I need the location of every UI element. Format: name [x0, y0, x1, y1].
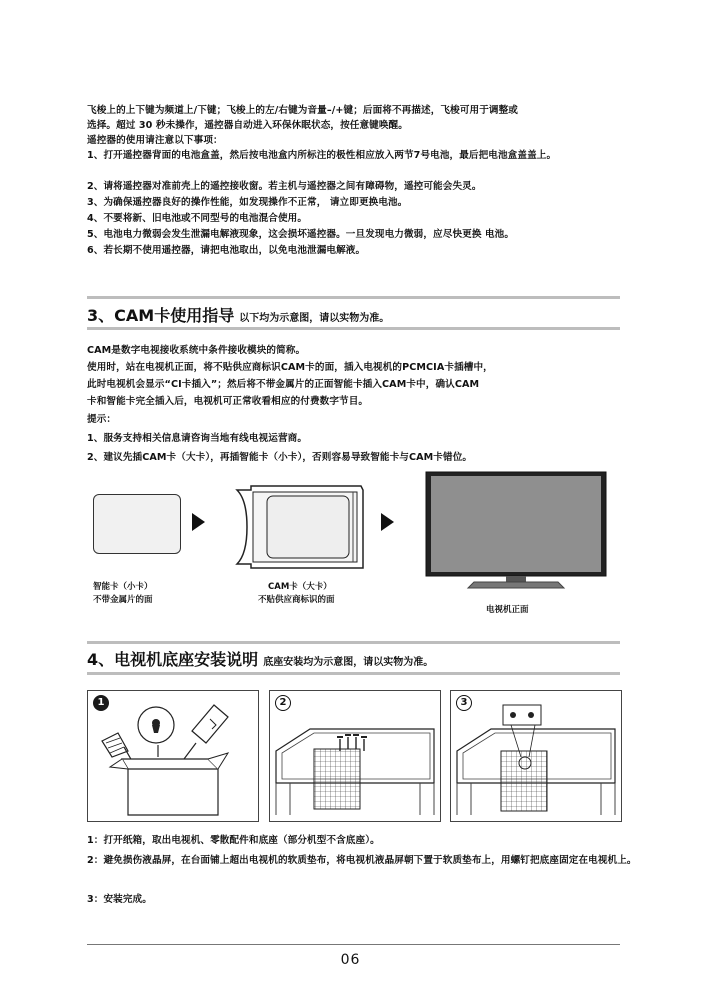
- arrow-right-icon: [192, 513, 205, 531]
- unpack-box-icon: [88, 691, 258, 821]
- remote-notes-heading: 遥控器的使用请注意以下事项：: [87, 135, 223, 146]
- section4-rule-top: [87, 641, 620, 644]
- remote-note-4: 4、不要将新、旧电池或不同型号的电池混合使用。: [87, 213, 308, 224]
- page-number: 06: [340, 952, 361, 968]
- section4-subtitle: 底座安装均为示意图，请以实物为准。: [263, 657, 434, 668]
- section3-number: 3、: [87, 306, 115, 325]
- remote-note-3: 3、为确保遥控器良好的操作性能，如发现操作不正常， 请立即更换电池。: [87, 197, 408, 208]
- install-instruction-1: 1：打开纸箱，取出电视机、零散配件和底座（部分机型不含底座）。: [87, 835, 380, 846]
- tip-1: 1、服务支持相关信息请咨询当地有线电视运营商。: [87, 433, 308, 444]
- cam-card-caption: CAM卡（大卡）: [268, 582, 332, 592]
- cam-line-2: 使用时，站在电视机正面，将不贴供应商标识CAM卡的面，插入电视机的PCMCIA卡插槽中，: [87, 362, 493, 373]
- step-number-1: 1: [93, 695, 109, 711]
- remote-note-5: 5、电池电力微弱会发生泄漏电解液现象，这会损坏遥控器。一旦发现电力微弱，应尽快更换 电池。: [87, 229, 515, 240]
- section3-heading: [87, 303, 389, 326]
- section4-rule-bottom: [87, 672, 620, 675]
- tv-front-caption: 电视机正面: [486, 605, 529, 615]
- install-instruction-3: 3：安装完成。: [87, 894, 152, 905]
- section3-rule-top: [87, 296, 620, 299]
- remote-note-6: 6、若长期不使用遥控器，请把电池取出，以免电池泄漏电解液。: [87, 245, 366, 256]
- section4-title: 电视机底座安装说明: [114, 650, 259, 669]
- smart-card-caption-desc: 不带金属片的面: [93, 595, 153, 605]
- tips-heading: 提示：: [87, 414, 117, 425]
- installed-base-icon: [451, 691, 621, 821]
- section3-title: CAM卡使用指导: [114, 306, 235, 325]
- remote-note-1: 1、打开遥控器背面的电池盒盖，然后按电池盒内所标注的极性相应放入两节7号电池，最后把电池盒盖盖上。: [87, 150, 557, 161]
- smart-card-illustration: [93, 494, 181, 554]
- remote-note-2: 2、请将遥控器对准前壳上的遥控接收窗。若主机与遥控器之间有障碍物，遥控可能会失灵。: [87, 181, 482, 192]
- section4-heading: [87, 647, 433, 670]
- mount-base-icon: [270, 691, 440, 821]
- cam-line-1: CAM是数字电视接收系统中条件接收模块的简称。: [87, 345, 306, 356]
- footer-rule: [87, 944, 620, 945]
- smart-card-caption: 智能卡（小卡）: [93, 582, 153, 592]
- cam-line-4: 卡和智能卡完全插入后，电视机可正常收看相应的付费数字节目。: [87, 396, 369, 407]
- arrow-right-icon: [381, 513, 394, 531]
- step-number-3: 3: [456, 695, 472, 711]
- install-step-1-panel: [87, 690, 259, 822]
- tv-front-illustration: [424, 470, 608, 590]
- install-step-3-panel: [450, 690, 622, 822]
- step-number-2: 2: [275, 695, 291, 711]
- section3-rule-bottom: [87, 327, 620, 330]
- tip-2: 2、建议先插CAM卡（大卡），再插智能卡（小卡），否则容易导致智能卡与CAM卡错位。: [87, 452, 473, 463]
- cam-card-illustration: [233, 482, 369, 574]
- install-step-2-panel: [269, 690, 441, 822]
- install-instruction-2: 2：避免损伤液晶屏，在台面铺上超出电视机的软质垫布，将电视机液晶屏朝下置于软质垫布上，用螺钉把底座固定在电视机上。: [87, 855, 637, 866]
- section3-subtitle: 以下均为示意图，请以实物为准。: [239, 313, 390, 324]
- cam-line-3: 此时电视机会显示“CI卡插入”；然后将不带金属片的正面智能卡插入CAM卡中，确认CAM: [87, 379, 480, 390]
- section4-number: 4、: [87, 650, 115, 669]
- remote-intro-line2: 选择。超过 30 秒未操作，遥控器自动进入环保休眠状态，按任意键唤醒。: [87, 120, 408, 131]
- remote-intro-line1: 飞梭上的上下键为频道上/下键；飞梭上的左/右键为音量–/+键；后面将不再描述，飞梭可用于调整或: [87, 105, 518, 116]
- cam-card-caption-desc: 不贴供应商标识的面: [258, 595, 335, 605]
